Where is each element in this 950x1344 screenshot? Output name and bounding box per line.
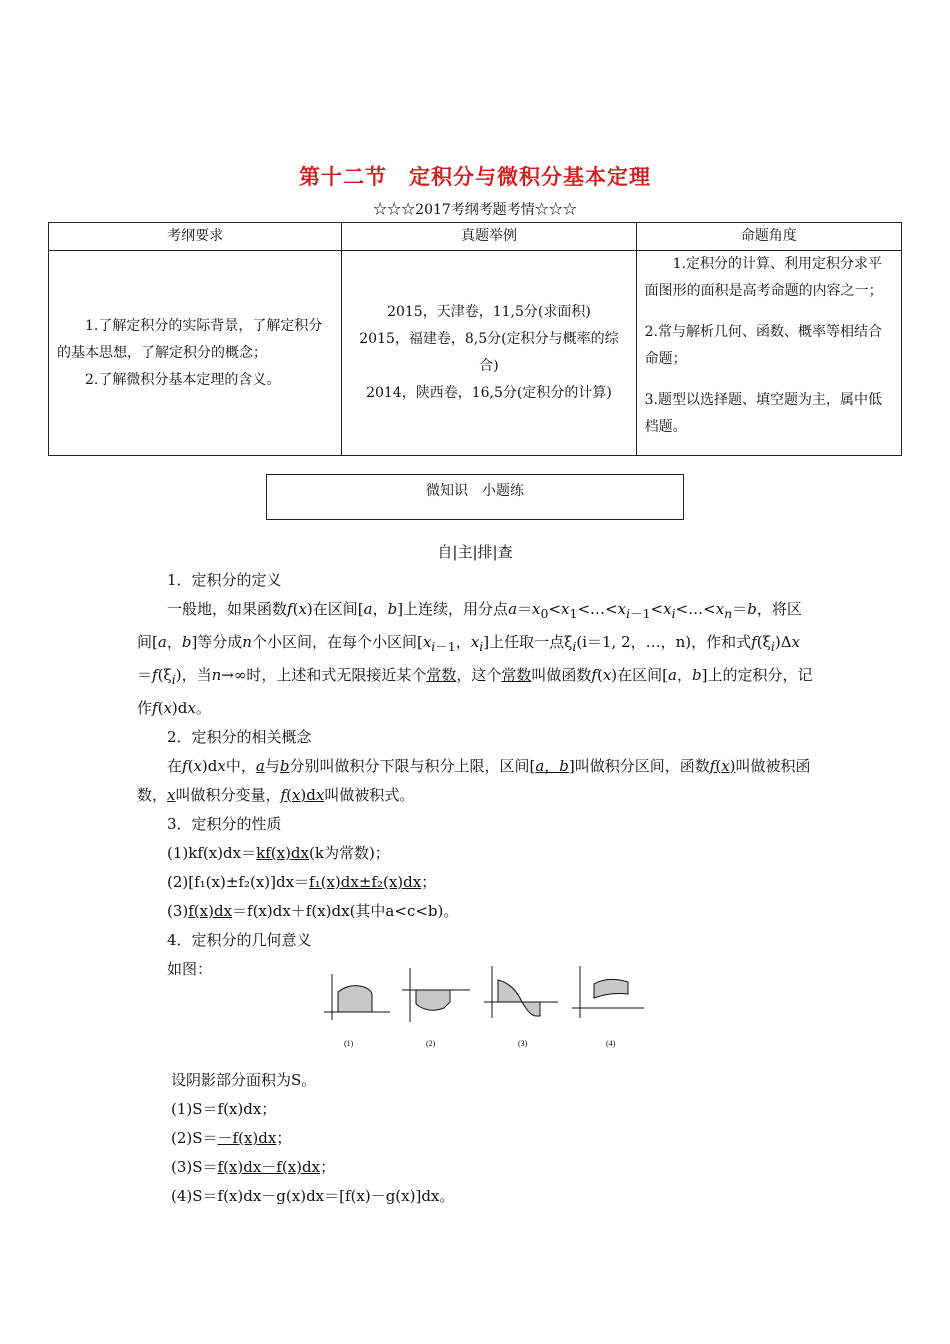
s2-heading: 2．定积分的相关概念 — [167, 728, 312, 746]
area-formula-1: (1)S＝f(x)dx； — [171, 1100, 277, 1118]
s1-definition: 一般地，如果函数f(x)在区间[a，b]上连续，用分点$a=x_0<x_1<\dots<x_{i-1}<x_i<\dots<x_n=b$，将区间[a，b]等分成n个小区间，在每个小区间[$x_{i-1}$，$x_i$]上任取一点$\xi_i(i=1$, 2，…，n)，作和式$f(\xi_i)\Delta x=f(\xi_i)$，当n→∞时，上述和式无限接近某个常数，这个常数叫做函数f(x)在区间[a，b]上的定积分，记作f(x)dx。 — [137, 600, 813, 717]
geometric-meaning-figure — [310, 962, 670, 1058]
section-heading: 自|主|排|查 — [437, 543, 513, 561]
figure-captions — [344, 1039, 616, 1048]
s4-heading: 4．定积分的几何意义 — [167, 931, 312, 949]
requirements-cell — [49, 251, 342, 456]
property-2: (2)[f₁(x)±f₂(x)]dx＝f₁(x)dx±f₂(x)dx； — [167, 873, 437, 891]
area-formula-3: (3)S＝f(x)dx－f(x)dx； — [171, 1158, 336, 1176]
requirement-item: 1.了解定积分的实际背景，了解定积分的基本思想，了解定积分的概念； — [57, 317, 323, 361]
caption-4: (4) — [606, 1039, 616, 1048]
s2-concepts: 在f(x)dx中，a与b分别叫做积分下限与积分上限，区间[a，b]叫做积分区间，函数f(x)叫做被积函数，x叫做积分变量，f(x)dx叫做被积式。 — [137, 757, 811, 804]
area-formula-2: (2)S＝－f(x)dx； — [171, 1129, 292, 1147]
property-1: (1)kf(x)dx＝kf(x)dx(k为常数)； — [167, 844, 390, 862]
examples-cell — [342, 251, 636, 456]
table-header-row — [49, 223, 902, 251]
page-title: 第十二节 定积分与微积分基本定理 — [299, 165, 651, 189]
example-item: 2015，福建卷，8,5分(定积分与概率的综合) — [359, 331, 619, 374]
exam-subtitle: ☆☆☆2017考纲考题考情☆☆☆ — [373, 202, 577, 218]
requirements-table — [48, 222, 902, 456]
property-3: (3)f(x)dx＝f(x)dx＋f(x)dx(其中a<c<b)。 — [167, 902, 459, 920]
area-intro: 设阴影部分面积为S。 — [171, 1071, 317, 1089]
angle-item: 3.题型以选择题、填空题为主，属中低档题。 — [644, 392, 882, 435]
example-item: 2014，陕西卷，16,5分(定积分的计算) — [366, 385, 612, 401]
caption-1: (1) — [344, 1039, 354, 1048]
s3-heading: 3．定积分的性质 — [167, 815, 282, 833]
requirement-item: 2.了解微积分基本定理的含义。 — [85, 371, 281, 388]
header-requirements: 考纲要求 — [49, 223, 342, 251]
header-examples: 真题举例 — [342, 223, 636, 251]
area-formulas — [171, 1066, 811, 1211]
example-item: 2015，天津卷，11,5分(求面积) — [387, 304, 591, 320]
header-angles: 命题角度 — [636, 223, 901, 251]
caption-2: (2) — [426, 1039, 436, 1048]
area-formula-4: (4)S＝f(x)dx－g(x)dx＝[f(x)－g(x)]dx。 — [171, 1187, 455, 1205]
angle-item: 1.定积分的计算、利用定积分求平面图形的面积是高考命题的内容之一； — [644, 256, 883, 299]
angles-cell — [636, 251, 901, 456]
section-box: 微知识 小题练 — [266, 474, 684, 520]
table-row — [49, 251, 902, 456]
content-body — [137, 566, 813, 984]
caption-3: (3) — [518, 1039, 528, 1048]
figure-intro: 如图： — [167, 960, 213, 978]
s1-heading: 1．定积分的定义 — [167, 571, 282, 589]
angle-item: 2.常与解析几何、函数、概率等相结合命题； — [644, 324, 882, 367]
